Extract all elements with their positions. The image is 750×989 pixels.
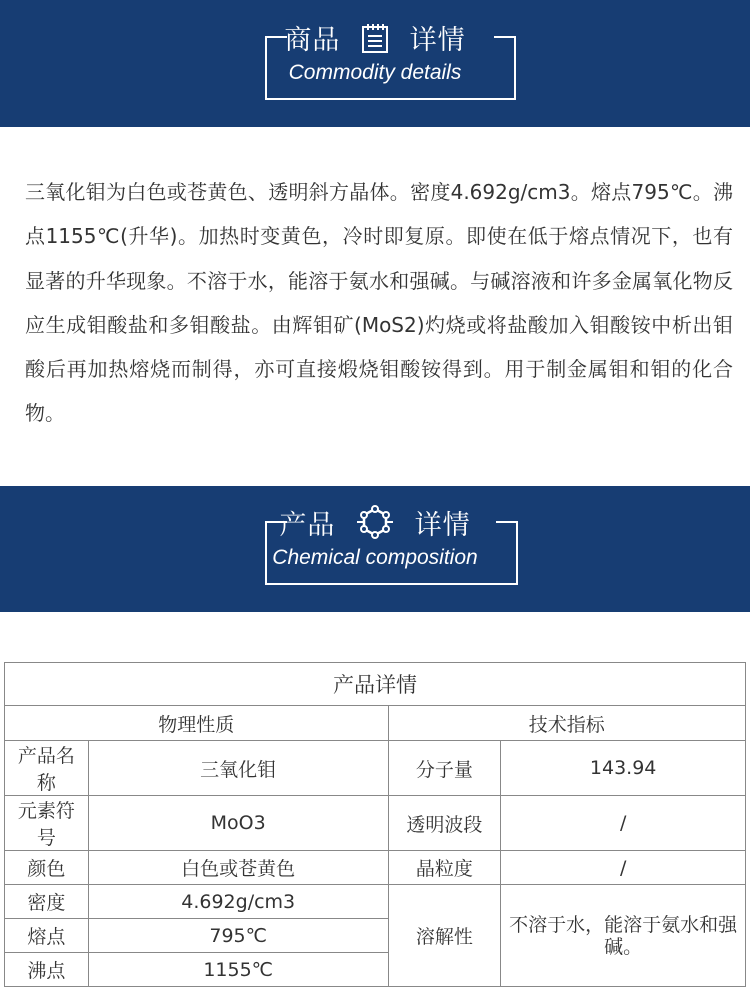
section-title-composition — [0, 503, 750, 548]
table-title: 产品详情 — [5, 663, 746, 706]
title-left: 产品 — [279, 510, 336, 541]
row-label: 产品名称 — [5, 741, 89, 796]
product-description: 三氧化钼为白色或苍黄色、透明斜方晶体。密度4.692g/cm3。熔点795℃。沸点1155℃(升华)。加热时变黄色，冷时即复原。即使在低于熔点情况下，也有显著的升华现象。不溶于水，能溶于氨水和强碱。与碱溶液和许多金属氧化物反应生成钼酸盐和多钼酸盐。由辉钼矿(MoS2)灼烧或将盐酸加入钼酸铵中析出钼酸后再加热熔烧而制得，亦可直接煅烧钼酸铵得到。用于制金属钼和钼的化合物。 — [25, 180, 733, 426]
spec-table — [4, 662, 746, 987]
row-label: 分子量 — [388, 741, 501, 796]
title-left: 商品 — [284, 25, 341, 56]
molecule-icon — [355, 505, 395, 548]
row-value: 白色或苍黄色 — [88, 851, 388, 885]
row-value: 1155℃ — [88, 953, 388, 987]
row-value: 795℃ — [88, 919, 388, 953]
row-value: 4.692g/cm3 — [88, 885, 388, 919]
title-right: 详情 — [409, 25, 466, 56]
header-physical: 物理性质 — [5, 706, 389, 741]
row-label: 密度 — [5, 885, 89, 919]
table-row — [5, 851, 746, 885]
row-value: 143.94 — [501, 741, 746, 796]
table-row — [5, 741, 746, 796]
section-subtitle-composition: Chemical composition — [272, 546, 478, 569]
row-label: 晶粒度 — [388, 851, 501, 885]
row-label: 颜色 — [5, 851, 89, 885]
row-value: MoO3 — [88, 796, 388, 851]
row-label: 元素符号 — [5, 796, 89, 851]
table-header-row — [5, 706, 746, 741]
table-row — [5, 796, 746, 851]
table-row — [5, 885, 746, 919]
section-title-commodity — [0, 18, 750, 61]
notepad-icon — [360, 22, 390, 61]
header-technical: 技术指标 — [388, 706, 746, 741]
solubility-value: 不溶于水，能溶于氨水和强碱。 — [501, 885, 746, 987]
row-label: 透明波段 — [388, 796, 501, 851]
table-title-row — [5, 663, 746, 706]
title-right: 详情 — [414, 510, 471, 541]
solubility-label: 溶解性 — [388, 885, 501, 987]
row-label: 熔点 — [5, 919, 89, 953]
row-label: 沸点 — [5, 953, 89, 987]
row-value: / — [501, 851, 746, 885]
row-value: / — [501, 796, 746, 851]
section-subtitle-commodity: Commodity details — [288, 61, 462, 84]
row-value: 三氧化钼 — [88, 741, 388, 796]
